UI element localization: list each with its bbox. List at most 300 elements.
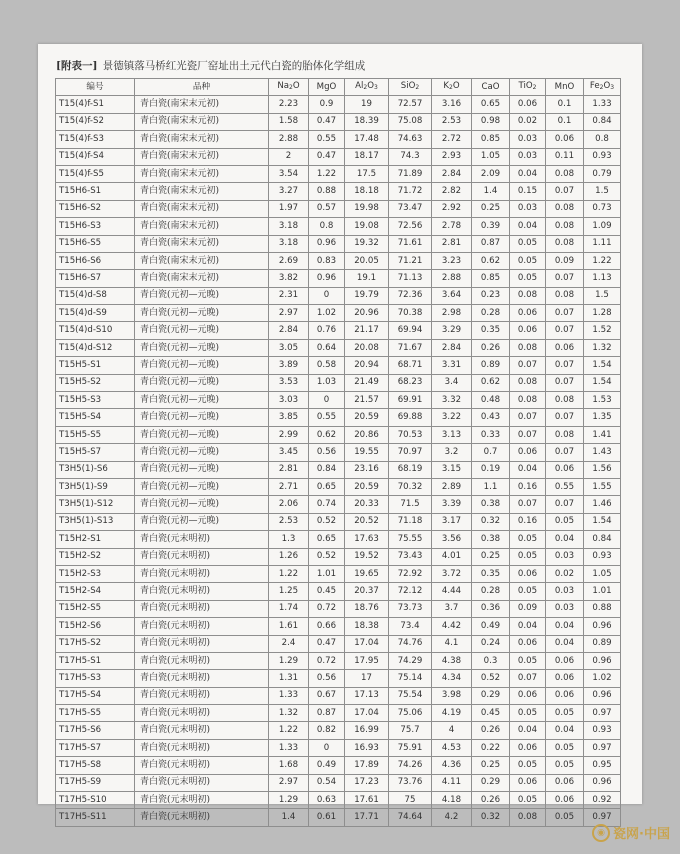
value-cell: 74.63 — [389, 131, 432, 148]
sample-id-cell: T17H5-S4 — [56, 687, 135, 704]
value-cell: 1.25 — [269, 583, 309, 600]
variety-cell: 青白瓷(元初—元晚) — [135, 426, 269, 443]
value-cell: 0.26 — [472, 792, 510, 809]
value-cell: 17.89 — [345, 757, 389, 774]
value-cell: 0.47 — [309, 148, 345, 165]
value-cell: 0.08 — [510, 392, 546, 409]
value-cell: 0.07 — [546, 357, 584, 374]
sample-id-cell: T15H2-S5 — [56, 600, 135, 617]
value-cell: 71.21 — [389, 252, 432, 269]
value-cell: 0.61 — [309, 809, 345, 826]
sample-id-cell: T15(4)f-S4 — [56, 148, 135, 165]
value-cell: 0.07 — [546, 183, 584, 200]
value-cell: 0.09 — [546, 252, 584, 269]
variety-cell: 青白瓷(元末明初) — [135, 565, 269, 582]
value-cell: 0.06 — [546, 687, 584, 704]
value-cell: 0.96 — [584, 774, 621, 791]
value-cell: 0.36 — [472, 600, 510, 617]
value-cell: 74.3 — [389, 148, 432, 165]
table-row — [56, 200, 621, 217]
table-row — [56, 305, 621, 322]
variety-cell: 青白瓷(元末明初) — [135, 705, 269, 722]
table-row — [56, 809, 621, 826]
value-cell: 16.93 — [345, 739, 389, 756]
table-row — [56, 374, 621, 391]
value-cell: 0.22 — [472, 739, 510, 756]
value-cell: 1.02 — [584, 670, 621, 687]
value-cell: 0.07 — [510, 409, 546, 426]
value-cell: 0.72 — [309, 600, 345, 617]
variety-cell: 青白瓷(元初—元晚) — [135, 357, 269, 374]
value-cell: 0.04 — [546, 531, 584, 548]
porcelain-emblem-icon: ◉ — [592, 824, 610, 842]
table-row — [56, 218, 621, 235]
table-row — [56, 531, 621, 548]
sample-id-cell: T15H5-S2 — [56, 374, 135, 391]
value-cell: 1.31 — [269, 670, 309, 687]
value-cell: 17.61 — [345, 792, 389, 809]
variety-cell: 青白瓷(南宋末元初) — [135, 148, 269, 165]
value-cell: 0.06 — [510, 774, 546, 791]
variety-cell: 青白瓷(元末明初) — [135, 635, 269, 652]
value-cell: 0.03 — [546, 548, 584, 565]
value-cell: 0.06 — [510, 444, 546, 461]
value-cell: 0.07 — [546, 496, 584, 513]
value-cell: 1.55 — [584, 478, 621, 495]
value-cell: 3.18 — [269, 218, 309, 235]
value-cell: 1.58 — [269, 113, 309, 130]
value-cell: 0.8 — [584, 131, 621, 148]
sample-id-cell: T15H2-S6 — [56, 618, 135, 635]
variety-cell: 青白瓷(元初—元晚) — [135, 322, 269, 339]
value-cell: 3.32 — [432, 392, 472, 409]
value-cell: 1.74 — [269, 600, 309, 617]
value-cell: 4.53 — [432, 739, 472, 756]
value-cell: 0.88 — [584, 600, 621, 617]
value-cell: 0.96 — [309, 235, 345, 252]
value-cell: 1.01 — [309, 565, 345, 582]
value-cell: 0.65 — [309, 531, 345, 548]
value-cell: 75 — [389, 792, 432, 809]
column-header: MnO — [546, 79, 584, 96]
value-cell: 21.57 — [345, 392, 389, 409]
value-cell: 3.54 — [269, 165, 309, 182]
value-cell: 1.97 — [269, 200, 309, 217]
sample-id-cell: T3H5(1)-S6 — [56, 461, 135, 478]
value-cell: 75.91 — [389, 739, 432, 756]
value-cell: 3.16 — [432, 96, 472, 113]
sample-id-cell: T15H5-S5 — [56, 426, 135, 443]
table-row — [56, 339, 621, 356]
sample-id-cell: T15(4)f-S3 — [56, 131, 135, 148]
value-cell: 0.06 — [546, 792, 584, 809]
value-cell: 71.89 — [389, 165, 432, 182]
watermark-text: 瓷网·中国 — [613, 827, 670, 842]
value-cell: 2.97 — [269, 305, 309, 322]
value-cell: 73.73 — [389, 600, 432, 617]
value-cell: 0.39 — [472, 218, 510, 235]
value-cell: 0.05 — [510, 757, 546, 774]
value-cell: 0.07 — [510, 496, 546, 513]
value-cell: 0.45 — [472, 705, 510, 722]
value-cell: 0.97 — [584, 705, 621, 722]
value-cell: 3.29 — [432, 322, 472, 339]
value-cell: 69.88 — [389, 409, 432, 426]
header-row — [56, 79, 621, 96]
value-cell: 0.11 — [546, 148, 584, 165]
value-cell: 1.5 — [584, 183, 621, 200]
value-cell: 20.59 — [345, 478, 389, 495]
value-cell: 17.48 — [345, 131, 389, 148]
value-cell: 0.62 — [472, 374, 510, 391]
value-cell: 68.19 — [389, 461, 432, 478]
table-row — [56, 635, 621, 652]
value-cell: 0.25 — [472, 548, 510, 565]
table-row — [56, 183, 621, 200]
variety-cell: 青白瓷(元末明初) — [135, 757, 269, 774]
value-cell: 70.32 — [389, 478, 432, 495]
value-cell: 17.95 — [345, 652, 389, 669]
value-cell: 0.05 — [546, 809, 584, 826]
value-cell: 0.93 — [584, 722, 621, 739]
value-cell: 71.67 — [389, 339, 432, 356]
value-cell: 71.61 — [389, 235, 432, 252]
value-cell: 2.78 — [432, 218, 472, 235]
value-cell: 0.15 — [510, 183, 546, 200]
table-row — [56, 165, 621, 182]
value-cell: 0.74 — [309, 496, 345, 513]
variety-cell: 青白瓷(元末明初) — [135, 548, 269, 565]
value-cell: 0.08 — [510, 287, 546, 304]
table-row — [56, 565, 621, 582]
sample-id-cell: T17H5-S3 — [56, 670, 135, 687]
value-cell: 20.08 — [345, 339, 389, 356]
value-cell: 0.47 — [309, 635, 345, 652]
value-cell: 4.18 — [432, 792, 472, 809]
value-cell: 4.19 — [432, 705, 472, 722]
value-cell: 0.72 — [309, 652, 345, 669]
value-cell: 0 — [309, 392, 345, 409]
value-cell: 2.53 — [432, 113, 472, 130]
value-cell: 75.55 — [389, 531, 432, 548]
sample-id-cell: T17H5-S11 — [56, 809, 135, 826]
value-cell: 68.71 — [389, 357, 432, 374]
value-cell: 3.31 — [432, 357, 472, 374]
value-cell: 0.63 — [309, 792, 345, 809]
value-cell: 0.9 — [309, 96, 345, 113]
value-cell: 0.09 — [510, 600, 546, 617]
value-cell: 0.16 — [510, 513, 546, 530]
value-cell: 4.1 — [432, 635, 472, 652]
value-cell: 19.08 — [345, 218, 389, 235]
value-cell: 0.96 — [584, 618, 621, 635]
value-cell: 0.65 — [309, 478, 345, 495]
table-row — [56, 757, 621, 774]
value-cell: 70.38 — [389, 305, 432, 322]
value-cell: 2 — [269, 148, 309, 165]
value-cell: 0.38 — [472, 496, 510, 513]
value-cell: 19.52 — [345, 548, 389, 565]
table-row — [56, 235, 621, 252]
value-cell: 0.06 — [546, 670, 584, 687]
value-cell: 0.05 — [546, 757, 584, 774]
table-row — [56, 739, 621, 756]
value-cell: 68.23 — [389, 374, 432, 391]
value-cell: 2.23 — [269, 96, 309, 113]
sample-id-cell: T15H2-S3 — [56, 565, 135, 582]
value-cell: 0.07 — [510, 670, 546, 687]
value-cell: 4.36 — [432, 757, 472, 774]
value-cell: 0.06 — [510, 687, 546, 704]
value-cell: 75.06 — [389, 705, 432, 722]
value-cell: 20.94 — [345, 357, 389, 374]
value-cell: 20.86 — [345, 426, 389, 443]
column-header: $Al_2O_3$ — [345, 79, 389, 96]
variety-cell: 青白瓷(元末明初) — [135, 600, 269, 617]
sample-id-cell: T15H6-S7 — [56, 270, 135, 287]
value-cell: 2.71 — [269, 478, 309, 495]
value-cell: 19.1 — [345, 270, 389, 287]
variety-cell: 青白瓷(南宋末元初) — [135, 270, 269, 287]
value-cell: 0.06 — [510, 565, 546, 582]
value-cell: 0.07 — [546, 409, 584, 426]
sample-id-cell: T17H5-S2 — [56, 635, 135, 652]
value-cell: 0.56 — [309, 670, 345, 687]
value-cell: 0.97 — [584, 809, 621, 826]
value-cell: 0.8 — [309, 218, 345, 235]
value-cell: 4.38 — [432, 652, 472, 669]
value-cell: 0.92 — [584, 792, 621, 809]
value-cell: 0.25 — [472, 200, 510, 217]
value-cell: 0.08 — [546, 218, 584, 235]
value-cell: 1.26 — [269, 548, 309, 565]
value-cell: 1.33 — [269, 687, 309, 704]
value-cell: 0.05 — [510, 652, 546, 669]
column-header: TiO$_2$ — [510, 79, 546, 96]
variety-cell: 青白瓷(元末明初) — [135, 774, 269, 791]
sample-id-cell: T17H5-S9 — [56, 774, 135, 791]
variety-cell: 青白瓷(元末明初) — [135, 531, 269, 548]
value-cell: 0.67 — [309, 687, 345, 704]
value-cell: 1.05 — [472, 148, 510, 165]
sample-id-cell: T15H2-S2 — [56, 548, 135, 565]
value-cell: 2.72 — [432, 131, 472, 148]
value-cell: 0.56 — [309, 444, 345, 461]
value-cell: 0.04 — [510, 461, 546, 478]
value-cell: 4.42 — [432, 618, 472, 635]
value-cell: 0.35 — [472, 322, 510, 339]
table-row — [56, 252, 621, 269]
value-cell: 0.06 — [510, 739, 546, 756]
table-row — [56, 409, 621, 426]
value-cell: 1.4 — [269, 809, 309, 826]
caption-tag: [附表一] — [56, 60, 98, 72]
value-cell: 4.11 — [432, 774, 472, 791]
value-cell: 0.73 — [584, 200, 621, 217]
value-cell: 0.79 — [584, 165, 621, 182]
value-cell: 0.87 — [472, 235, 510, 252]
sample-id-cell: T17H5-S7 — [56, 739, 135, 756]
value-cell: 17.13 — [345, 687, 389, 704]
sample-id-cell: T17H5-S6 — [56, 722, 135, 739]
value-cell: 0.1 — [546, 96, 584, 113]
table-row — [56, 478, 621, 495]
value-cell: 0.88 — [309, 183, 345, 200]
value-cell: 75.54 — [389, 687, 432, 704]
sample-id-cell: T15(4)d-S12 — [56, 339, 135, 356]
value-cell: 23.16 — [345, 461, 389, 478]
value-cell: 0.49 — [472, 618, 510, 635]
value-cell: 1.56 — [584, 461, 621, 478]
value-cell: 0 — [309, 287, 345, 304]
value-cell: 1.53 — [584, 392, 621, 409]
sample-id-cell: T3H5(1)-S12 — [56, 496, 135, 513]
value-cell: 70.53 — [389, 426, 432, 443]
variety-cell: 青白瓷(元初—元晚) — [135, 374, 269, 391]
value-cell: 1.61 — [269, 618, 309, 635]
value-cell: 0.98 — [472, 113, 510, 130]
value-cell: 17.5 — [345, 165, 389, 182]
value-cell: 1.3 — [269, 531, 309, 548]
value-cell: 0.08 — [546, 426, 584, 443]
value-cell: 0.05 — [510, 235, 546, 252]
value-cell: 18.76 — [345, 600, 389, 617]
table-row — [56, 705, 621, 722]
value-cell: 3.05 — [269, 339, 309, 356]
value-cell: 18.17 — [345, 148, 389, 165]
value-cell: 0.65 — [472, 96, 510, 113]
value-cell: 0.07 — [546, 374, 584, 391]
value-cell: 2.84 — [432, 165, 472, 182]
value-cell: 0.06 — [510, 635, 546, 652]
value-cell: 0.05 — [510, 548, 546, 565]
value-cell: 0.3 — [472, 652, 510, 669]
value-cell: 3.45 — [269, 444, 309, 461]
value-cell: 0.07 — [546, 305, 584, 322]
value-cell: 1.46 — [584, 496, 621, 513]
value-cell: 0.02 — [510, 113, 546, 130]
sample-id-cell: T15(4)d-S9 — [56, 305, 135, 322]
value-cell: 0.07 — [510, 357, 546, 374]
sample-id-cell: T15H5-S4 — [56, 409, 135, 426]
value-cell: 0.04 — [510, 165, 546, 182]
sample-id-cell: T17H5-S1 — [56, 652, 135, 669]
value-cell: 3.27 — [269, 183, 309, 200]
value-cell: 0.29 — [472, 687, 510, 704]
value-cell: 1.11 — [584, 235, 621, 252]
value-cell: 20.33 — [345, 496, 389, 513]
value-cell: 0.04 — [546, 635, 584, 652]
value-cell: 2.88 — [269, 131, 309, 148]
value-cell: 20.52 — [345, 513, 389, 530]
value-cell: 0.08 — [546, 165, 584, 182]
value-cell: 17.04 — [345, 635, 389, 652]
variety-cell: 青白瓷(元初—元晚) — [135, 305, 269, 322]
value-cell: 19.98 — [345, 200, 389, 217]
value-cell: 0.08 — [510, 339, 546, 356]
value-cell: 2.89 — [432, 478, 472, 495]
table-body — [56, 96, 621, 826]
value-cell: 4.01 — [432, 548, 472, 565]
value-cell: 1.4 — [472, 183, 510, 200]
value-cell: 0.52 — [309, 548, 345, 565]
table-row — [56, 652, 621, 669]
variety-cell: 青白瓷(元初—元晚) — [135, 339, 269, 356]
value-cell: 20.59 — [345, 409, 389, 426]
value-cell: 1.13 — [584, 270, 621, 287]
sample-id-cell: T15(4)d-S8 — [56, 287, 135, 304]
variety-cell: 青白瓷(元初—元晚) — [135, 409, 269, 426]
value-cell: 0.29 — [472, 774, 510, 791]
value-cell: 1.54 — [584, 374, 621, 391]
value-cell: 2.98 — [432, 305, 472, 322]
value-cell: 0.03 — [510, 200, 546, 217]
value-cell: 70.97 — [389, 444, 432, 461]
sample-id-cell: T3H5(1)-S13 — [56, 513, 135, 530]
value-cell: 19 — [345, 96, 389, 113]
value-cell: 0.95 — [584, 757, 621, 774]
value-cell: 0.52 — [309, 513, 345, 530]
value-cell: 3.7 — [432, 600, 472, 617]
column-header: 品种 — [135, 79, 269, 96]
value-cell: 0.04 — [546, 618, 584, 635]
table-row — [56, 600, 621, 617]
value-cell: 0.05 — [546, 705, 584, 722]
value-cell: 3.39 — [432, 496, 472, 513]
variety-cell: 青白瓷(元初—元晚) — [135, 496, 269, 513]
value-cell: 2.81 — [269, 461, 309, 478]
value-cell: 2.31 — [269, 287, 309, 304]
table-row — [56, 96, 621, 113]
sample-id-cell: T15H2-S4 — [56, 583, 135, 600]
value-cell: 0.08 — [510, 809, 546, 826]
sample-id-cell: T15H5-S1 — [56, 357, 135, 374]
sample-id-cell: T15H6-S3 — [56, 218, 135, 235]
table-row — [56, 148, 621, 165]
value-cell: 3.18 — [269, 235, 309, 252]
table-row — [56, 774, 621, 791]
value-cell: 72.92 — [389, 565, 432, 582]
value-cell: 0.84 — [584, 113, 621, 130]
value-cell: 0.08 — [546, 287, 584, 304]
value-cell: 0.84 — [309, 461, 345, 478]
table-row — [56, 287, 621, 304]
variety-cell: 青白瓷(元末明初) — [135, 687, 269, 704]
value-cell: 0.06 — [546, 339, 584, 356]
value-cell: 0.05 — [510, 705, 546, 722]
value-cell: 75.7 — [389, 722, 432, 739]
value-cell: 1.02 — [309, 305, 345, 322]
value-cell: 0.19 — [472, 461, 510, 478]
value-cell: 0.28 — [472, 583, 510, 600]
value-cell: 0.33 — [472, 426, 510, 443]
value-cell: 1.05 — [584, 565, 621, 582]
variety-cell: 青白瓷(南宋末元初) — [135, 200, 269, 217]
value-cell: 1.22 — [584, 252, 621, 269]
variety-cell: 青白瓷(元末明初) — [135, 583, 269, 600]
value-cell: 21.17 — [345, 322, 389, 339]
value-cell: 0.05 — [510, 531, 546, 548]
value-cell: 0.55 — [546, 478, 584, 495]
variety-cell: 青白瓷(南宋末元初) — [135, 235, 269, 252]
column-header: 编号 — [56, 79, 135, 96]
value-cell: 3.03 — [269, 392, 309, 409]
column-header: $Fe_2O_3$ — [584, 79, 621, 96]
value-cell: 0.52 — [472, 670, 510, 687]
value-cell: 2.81 — [432, 235, 472, 252]
value-cell: 72.57 — [389, 96, 432, 113]
value-cell: 0.05 — [510, 583, 546, 600]
